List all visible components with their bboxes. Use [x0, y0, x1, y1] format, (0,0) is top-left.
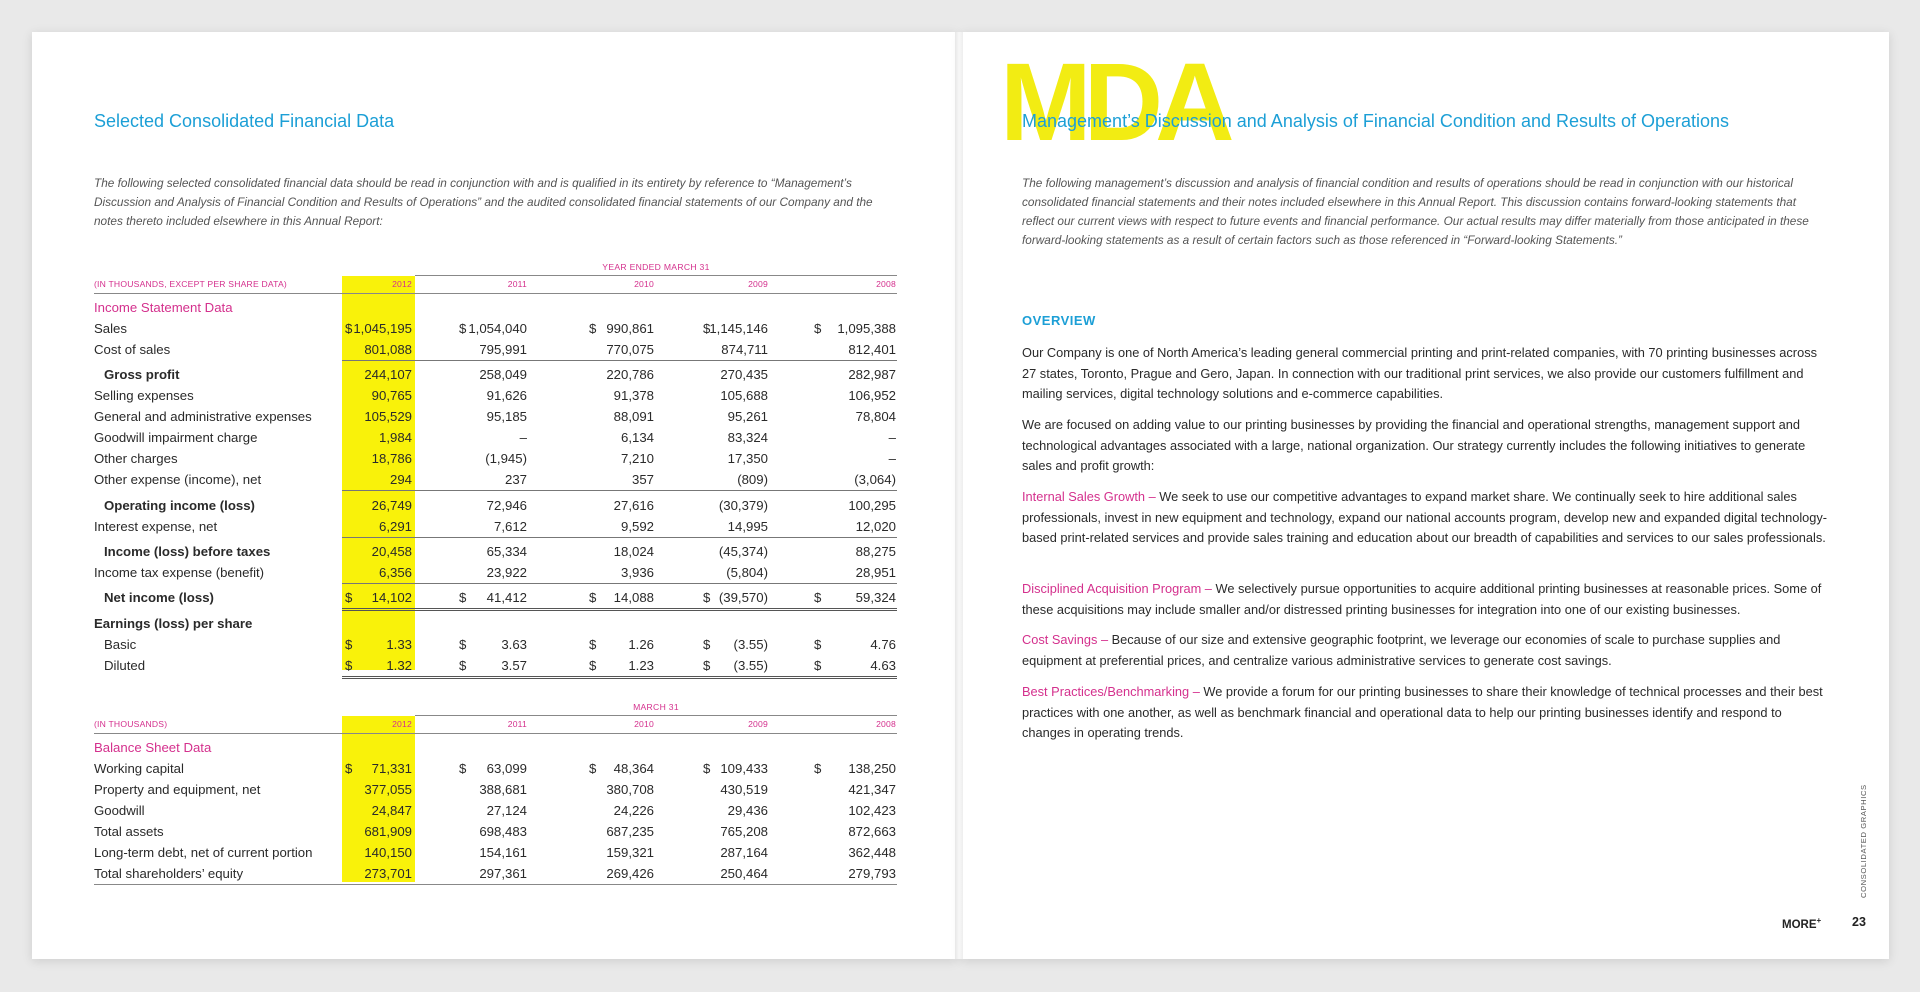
- year-header: 2008: [876, 719, 896, 729]
- currency-symbol: $: [459, 761, 467, 776]
- value-cell-2012: 140,150: [364, 845, 412, 860]
- value-cell-2008: 4.76: [870, 637, 896, 652]
- header-rule: [94, 293, 897, 294]
- initiative-label: Cost Savings –: [1022, 632, 1109, 647]
- table-row-shareholders-equity: [94, 864, 897, 884]
- value-cell-2008: 362,448: [848, 845, 896, 860]
- year-header: 2011: [507, 719, 527, 729]
- value-cell-2009: 14,995: [727, 519, 768, 534]
- value-cell-2010: 357: [631, 472, 654, 487]
- value-cell-2011: 27,124: [486, 803, 527, 818]
- value-cell-2011: 3.57: [501, 658, 527, 673]
- value-cell-2011: 154,161: [479, 845, 527, 860]
- value-cell-2009: 109,433: [720, 761, 768, 776]
- value-cell-2008: 28,951: [855, 565, 896, 580]
- value-cell-2010: 159,321: [606, 845, 654, 860]
- year-header: 2010: [634, 719, 654, 729]
- overview-paragraph-1: Our Company is one of North America’s leading general commercial printing and print-related companies, with 70 printing businesses across 27 states, Toronto, Prague and Gero, Japan. In connection with our traditional print services, we also provide our customers fulfillment and mailing services, digital technology solutions and e-commerce capabilities.: [1022, 345, 1817, 401]
- value-cell-2011: 258,049: [479, 367, 527, 382]
- initiative-text: We selectively pursue opportunities to acquire additional printing businesses at reasonable prices. Some of these acquisitions may include smaller and/or distressed printing businesses for integration into one of our existing businesses.: [1022, 581, 1822, 617]
- eps-heading-label: Earnings (loss) per share: [94, 616, 253, 631]
- value-cell-2011: 1,054,040: [468, 321, 527, 336]
- value-cell-2010: 6,134: [620, 430, 654, 445]
- value-cell-2009: (3.55): [733, 658, 768, 673]
- value-cell-2009: (5,804): [726, 565, 768, 580]
- row-label: General and administrative expenses: [94, 409, 312, 424]
- value-cell-2008: 282,987: [848, 367, 896, 382]
- group-label-row: [94, 298, 897, 318]
- value-cell-2008: 1,095,388: [837, 321, 896, 336]
- value-cell-2012: 6,291: [378, 519, 412, 534]
- value-cell-2009: 430,519: [720, 782, 768, 797]
- value-cell-2011: 72,946: [486, 498, 527, 513]
- value-cell-2009: 105,688: [720, 388, 768, 403]
- row-label: Selling expenses: [94, 388, 194, 403]
- currency-symbol: $: [703, 658, 711, 673]
- row-label: Other charges: [94, 451, 178, 466]
- value-cell-2012: 90,765: [371, 388, 412, 403]
- value-cell-2011: –: [519, 430, 527, 445]
- balance-sheet-table: [94, 700, 897, 890]
- value-cell-2011: 3.63: [501, 637, 527, 652]
- row-label: Working capital: [94, 761, 184, 776]
- value-cell-2011: 23,922: [486, 565, 527, 580]
- right-page-title: Management’s Discussion and Analysis of Financial Condition and Results of Operations: [1022, 111, 1730, 131]
- table-row-general-admin: [94, 407, 897, 427]
- total-double-rule: [342, 608, 897, 611]
- value-cell-2010: 7,210: [620, 451, 654, 466]
- value-cell-2009: 765,208: [720, 824, 768, 839]
- right-intro-paragraph: The following management’s discussion and analysis of financial condition and results of operations should be read in conjunction with our historical consolidated financial statements and their notes included elsewhere in this Annual Report. This discussion contains forward-looking statements that reflect our current views with respect to future events and financial performance. Our actual results may differ materially from those anticipated in these forward-looking statements as a result of certain factors such as those referenced in “Forward-looking Statements.”: [1022, 176, 1809, 247]
- currency-symbol: $: [459, 590, 467, 605]
- currency-symbol: $: [814, 658, 822, 673]
- table-row-interest: [94, 517, 897, 537]
- table-row-other-charges: [94, 449, 897, 469]
- income-group-label: Income Statement Data: [94, 300, 233, 315]
- initiative-acquisition: [1022, 579, 1830, 620]
- income-header-row: [94, 279, 897, 298]
- value-cell-2008: 421,347: [848, 782, 896, 797]
- value-cell-2011: 698,483: [479, 824, 527, 839]
- value-cell-2008: –: [888, 430, 896, 445]
- row-label: Long-term debt, net of current portion: [94, 845, 313, 860]
- value-cell-2010: 9,592: [620, 519, 654, 534]
- value-cell-2008: 78,804: [855, 409, 896, 424]
- value-cell-2010: 990,861: [606, 321, 654, 336]
- value-cell-2008: 12,020: [855, 519, 896, 534]
- value-cell-2010: 687,235: [606, 824, 654, 839]
- row-label: Gross profit: [104, 367, 180, 382]
- initiative-best-practices: [1022, 682, 1830, 744]
- value-cell-2012: 18,786: [371, 451, 412, 466]
- row-label: Total assets: [94, 824, 164, 839]
- subtotal-rule: [342, 490, 897, 491]
- currency-symbol: $: [459, 658, 467, 673]
- table-row-eps-basic: [94, 635, 897, 655]
- table-row-long-term-debt: [94, 843, 897, 863]
- value-cell-2011: (1,945): [485, 451, 527, 466]
- value-cell-2012: 105,529: [364, 409, 412, 424]
- table-row-eps-diluted: [94, 656, 897, 676]
- table-row-total-assets: [94, 822, 897, 842]
- currency-symbol: $: [703, 637, 711, 652]
- table-row-cost-of-sales: [94, 340, 897, 360]
- value-cell-2009: 1,145,146: [709, 321, 768, 336]
- table-row-working-capital: [94, 759, 897, 779]
- row-label: Total shareholders’ equity: [94, 866, 244, 881]
- currency-symbol: $: [703, 761, 711, 776]
- value-cell-2011: 795,991: [479, 342, 527, 357]
- initiative-text: We provide a forum for our printing businesses to share their knowledge of technical processes and their best practices with one another, as well as benchmark financial and operational data to help our printing businesses identify and respond to changes in operating trends.: [1022, 684, 1823, 740]
- table-row-goodwill-impairment: [94, 428, 897, 448]
- table-row-net-income: [94, 588, 897, 608]
- value-cell-2009: 874,711: [721, 342, 768, 357]
- value-cell-2008: (3,064): [854, 472, 896, 487]
- initiative-cost-savings: [1022, 630, 1830, 671]
- currency-symbol: $: [814, 590, 822, 605]
- value-cell-2012: 1.33: [386, 637, 412, 652]
- value-cell-2008: 102,423: [848, 803, 896, 818]
- table-row-selling: [94, 386, 897, 406]
- year-header: 2010: [634, 279, 654, 289]
- year-header: 2009: [748, 719, 768, 729]
- currency-symbol: $: [703, 590, 711, 605]
- year-header: 2008: [876, 279, 896, 289]
- currency-symbol: $: [345, 761, 353, 776]
- row-label: Goodwill impairment charge: [94, 430, 258, 445]
- more-link[interactable]: [1782, 916, 1821, 931]
- book-spine: [955, 32, 963, 959]
- currency-symbol: $: [814, 637, 822, 652]
- vertical-company-text: CONSOLIDATED GRAPHICS: [1859, 784, 1868, 898]
- year-header: 2011: [507, 279, 527, 289]
- table-row-gross-profit: [94, 365, 897, 385]
- value-cell-2012: 273,701: [364, 866, 412, 881]
- value-cell-2010: 1.26: [628, 637, 654, 652]
- value-cell-2010: 269,426: [606, 866, 654, 881]
- currency-symbol: $: [814, 321, 822, 336]
- value-cell-2009: (45,374): [718, 544, 768, 559]
- value-cell-2012: 244,107: [364, 367, 412, 382]
- value-cell-2010: 770,075: [606, 342, 654, 357]
- table-row-property-equipment: [94, 780, 897, 800]
- table-row-eps-heading: [94, 614, 897, 634]
- balance-group-label: Balance Sheet Data: [94, 740, 212, 755]
- vertical-company-label: [1859, 784, 1871, 898]
- currency-symbol: $: [345, 590, 353, 605]
- year-header: 2012: [392, 279, 412, 289]
- table-bottom-rule: [94, 884, 897, 885]
- value-cell-2008: 872,663: [848, 824, 896, 839]
- value-cell-2010: 3,936: [620, 565, 654, 580]
- subtotal-rule: [342, 360, 897, 361]
- initiative-internal-sales: [1022, 487, 1830, 549]
- value-cell-2009: (30,379): [718, 498, 768, 513]
- currency-symbol: $: [345, 658, 353, 673]
- value-cell-2009: (3.55): [733, 637, 768, 652]
- value-cell-2009: 17,350: [727, 451, 768, 466]
- currency-symbol: $: [589, 658, 597, 673]
- currency-symbol: $: [589, 761, 597, 776]
- subtotal-rule: [342, 537, 897, 538]
- value-cell-2010: 380,708: [606, 782, 654, 797]
- value-cell-2008: 4.63: [870, 658, 896, 673]
- value-cell-2008: 138,250: [848, 761, 896, 776]
- value-cell-2009: 287,164: [720, 845, 768, 860]
- balance-header-row: [94, 719, 897, 738]
- caption-rule: [415, 275, 897, 276]
- table-row-operating-income: [94, 496, 897, 516]
- value-cell-2008: 812,401: [848, 342, 896, 357]
- value-cell-2010: 88,091: [613, 409, 654, 424]
- initiative-label: Internal Sales Growth –: [1022, 489, 1156, 504]
- currency-symbol: $: [703, 321, 711, 336]
- income-statement-table: [94, 260, 897, 680]
- value-cell-2012: 14,102: [371, 590, 412, 605]
- value-cell-2011: 41,412: [486, 590, 527, 605]
- initiative-text: We seek to use our competitive advantages to expand market share. We continually seek to hire additional sales professionals, invest in new equipment and technology, expand our national accounts program, develop new and expanded digital technology-based print-related services and provide sales training and education about our breadth of capabilities and services to our sales professionals.: [1022, 489, 1828, 545]
- value-cell-2012: 1,984: [378, 430, 412, 445]
- row-label: Other expense (income), net: [94, 472, 262, 487]
- year-header: 2012: [392, 719, 412, 729]
- value-cell-2009: 95,261: [727, 409, 768, 424]
- value-cell-2012: 377,055: [364, 782, 412, 797]
- value-cell-2009: 83,324: [727, 430, 768, 445]
- left-intro-paragraph: The following selected consolidated financial data should be read in conjunction with and is qualified in its entirety by reference to “Management’s Discussion and Analysis of Financial Condition and Results of Operations” and the audited consolidated financial statements of our Company and the notes thereto included elsewhere in this Annual Report:: [94, 176, 873, 228]
- initiative-text: Because of our size and extensive geographic footprint, we leverage our economies of scale to purchase supplies and equipment at preferential prices, and centralize various administrative services to generate cost savings.: [1022, 632, 1781, 668]
- value-cell-2010: 220,786: [606, 367, 654, 382]
- row-label: Sales: [94, 321, 127, 336]
- row-label: Diluted: [104, 658, 146, 673]
- row-label: Income tax expense (benefit): [94, 565, 265, 580]
- income-table-caption: YEAR ENDED MARCH 31: [602, 262, 710, 272]
- row-label: Income (loss) before taxes: [104, 544, 271, 559]
- row-label: Net income (loss): [104, 590, 214, 605]
- table-row-goodwill: [94, 801, 897, 821]
- value-cell-2008: 100,295: [848, 498, 896, 513]
- value-cell-2009: 270,435: [720, 367, 768, 382]
- more-text: MORE: [1782, 918, 1817, 931]
- table-row-pretax-income: [94, 542, 897, 562]
- value-cell-2008: –: [888, 451, 896, 466]
- value-cell-2008: 59,324: [855, 590, 896, 605]
- table-row-other-expense: [94, 470, 897, 490]
- value-cell-2012: 26,749: [371, 498, 412, 513]
- row-label: Interest expense, net: [94, 519, 218, 534]
- year-header: 2009: [748, 279, 768, 289]
- subtotal-rule: [342, 583, 897, 584]
- value-cell-2010: 91,378: [613, 388, 654, 403]
- mda-big-letters: MDA: [1000, 41, 1227, 164]
- value-cell-2012: 681,909: [364, 824, 412, 839]
- value-cell-2011: 91,626: [486, 388, 527, 403]
- value-cell-2012: 6,356: [378, 565, 412, 580]
- page-number: 23: [1852, 915, 1866, 929]
- header-rule: [94, 733, 897, 734]
- units-label: (IN THOUSANDS): [94, 719, 168, 729]
- value-cell-2012: 71,331: [371, 761, 412, 776]
- currency-symbol: $: [589, 637, 597, 652]
- row-label: Goodwill: [94, 803, 145, 818]
- overview-paragraph-2: We are focused on adding value to our printing businesses by providing the financial and operational strengths, management support and technological advantages associated with a large, national organization. Our strategy currently includes the following initiatives to generate sales and profit growth:: [1022, 417, 1806, 473]
- currency-symbol: $: [589, 321, 597, 336]
- row-label: Basic: [104, 637, 137, 652]
- initiative-label: Disciplined Acquisition Program –: [1022, 581, 1212, 596]
- currency-symbol: $: [814, 761, 822, 776]
- left-page-title: Selected Consolidated Financial Data: [94, 111, 395, 131]
- balance-table-caption: MARCH 31: [633, 702, 679, 712]
- value-cell-2011: 388,681: [479, 782, 527, 797]
- overview-heading: OVERVIEW: [1022, 313, 1096, 328]
- table-row-income-tax: [94, 563, 897, 583]
- total-double-rule: [342, 676, 897, 679]
- value-cell-2010: 24,226: [613, 803, 654, 818]
- value-cell-2009: (809): [737, 472, 768, 487]
- group-label-row: [94, 738, 897, 758]
- caption-rule: [415, 715, 897, 716]
- value-cell-2009: 29,436: [727, 803, 768, 818]
- value-cell-2008: 88,275: [855, 544, 896, 559]
- value-cell-2010: 27,616: [613, 498, 654, 513]
- table-row-sales: [94, 319, 897, 339]
- currency-symbol: $: [589, 590, 597, 605]
- currency-symbol: $: [459, 637, 467, 652]
- value-cell-2008: 279,793: [848, 866, 896, 881]
- value-cell-2010: 48,364: [613, 761, 654, 776]
- value-cell-2011: 297,361: [479, 866, 527, 881]
- value-cell-2010: 18,024: [613, 544, 654, 559]
- value-cell-2011: 65,334: [486, 544, 527, 559]
- row-label: Property and equipment, net: [94, 782, 261, 797]
- value-cell-2012: 1,045,195: [353, 321, 412, 336]
- value-cell-2012: 24,847: [371, 803, 412, 818]
- value-cell-2010: 14,088: [613, 590, 654, 605]
- value-cell-2012: 20,458: [371, 544, 412, 559]
- value-cell-2011: 95,185: [486, 409, 527, 424]
- value-cell-2009: 250,464: [720, 866, 768, 881]
- initiative-label: Best Practices/Benchmarking –: [1022, 684, 1200, 699]
- value-cell-2010: 1.23: [628, 658, 654, 673]
- row-label: Operating income (loss): [104, 498, 255, 513]
- currency-symbol: $: [345, 637, 353, 652]
- value-cell-2011: 63,099: [486, 761, 527, 776]
- value-cell-2009: (39,570): [718, 590, 768, 605]
- value-cell-2008: 106,952: [848, 388, 896, 403]
- value-cell-2012: 1.32: [386, 658, 412, 673]
- value-cell-2012: 801,088: [364, 342, 412, 357]
- currency-symbol: $: [345, 321, 353, 336]
- value-cell-2012: 294: [389, 472, 412, 487]
- more-plus-mark: +: [1816, 916, 1822, 925]
- currency-symbol: $: [459, 321, 467, 336]
- units-label: (IN THOUSANDS, EXCEPT PER SHARE DATA): [94, 279, 287, 289]
- value-cell-2011: 7,612: [493, 519, 527, 534]
- value-cell-2011: 237: [504, 472, 527, 487]
- row-label: Cost of sales: [94, 342, 171, 357]
